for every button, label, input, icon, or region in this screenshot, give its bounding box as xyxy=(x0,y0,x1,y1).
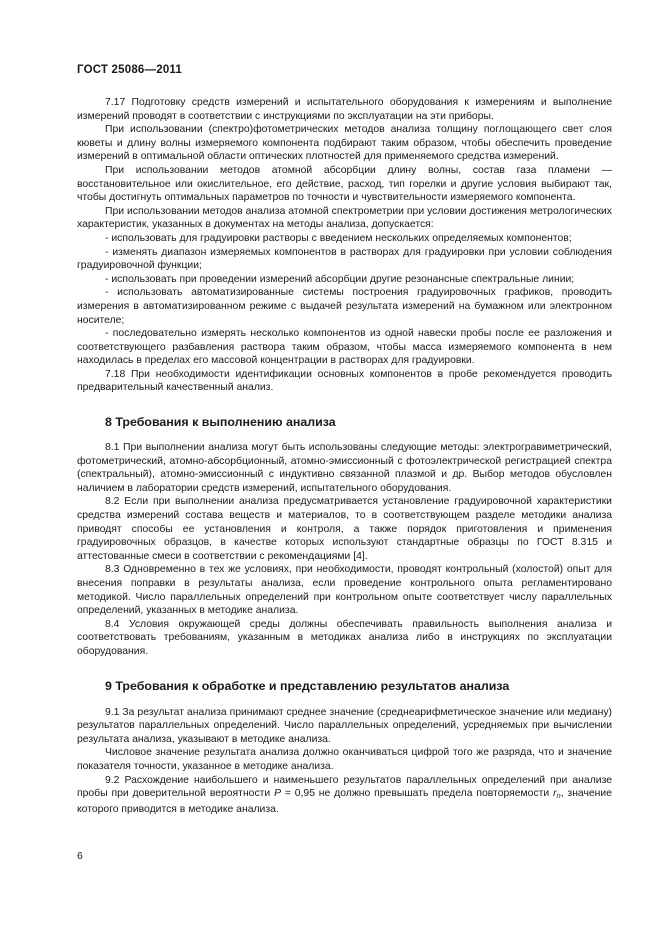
list-item: - использовать при проведении измерений абсорбции другие резонансные спектральные линии; xyxy=(105,273,575,285)
list-item: - использовать для градуировки растворы с введением нескольких определяемых компонентов; xyxy=(105,232,572,244)
page-number: 6 xyxy=(77,851,83,862)
section-9-title: 9 Требования к обработке и представлению результатов анализа xyxy=(105,678,510,693)
section-8-title: 8 Требования к выполнению анализа xyxy=(105,415,336,430)
document-body xyxy=(77,96,612,816)
list-item: - изменять диапазон измеряемых компонентов в растворах для градуировки при условии соблюдения градуировочной функции; xyxy=(77,246,612,272)
document-header: ГОСТ 25086—2011 xyxy=(77,64,182,76)
text-run: 9.2 Расхождение наибольшего и наименьшего результатов параллельных определений при анализе пробы при доверительной вероятности xyxy=(77,774,612,800)
paragraph: При использовании (спектро)фотометрических методов анализа толщину поглощающего свет слоя кюветы и длину волны измеряемого компонента подбирают таким образом, чтобы обеспечить проведение измерений в оптимальной области оптических плотностей для применяемого средства измерений. xyxy=(77,124,612,163)
paragraph-8-1: 8.1 При выполнении анализа могут быть использованы следующие методы: электрогравиметрический, фотометрический, атомно-абсорбционный, атомно-эмиссионный с фотоэлектрической регистрацией спектра (спектральный), атомно-эмиссионный с индуктивно связанной плазмой и др. Выбор методов обусловлен наличием в лаборатории средств измерений, испытательного оборудования. xyxy=(77,442,612,494)
variable-p: P xyxy=(274,788,281,800)
paragraph: При использовании методов атомной абсорбции длину волны, состав газа пламени — восстановительное или окислительное, его действие, расход, тип горелки и другие условия выбирают так, чтобы достигнуть оптимальных параметров по точности и чувствительности измеряемого компонента. xyxy=(77,164,612,204)
paragraph: При использовании методов анализа атомной спектрометрии при условии достижения метрологических характеристик, указанных в документах на методы анализа, допускается: xyxy=(77,205,612,231)
paragraph-7-18: 7.18 При необходимости идентификации основных компонентов в пробе рекомендуется проводить предварительный качественный анализ. xyxy=(77,368,612,394)
list-item: - использовать автоматизированные системы построения градуировочных графиков, проводить измерения в автоматизированном режиме с выдачей результата измерений на бумажном или электронном носителе; xyxy=(77,287,612,326)
paragraph-8-2: 8.2 Если при выполнении анализа предусматривается установление градуировочной характеристики средства измерений состава веществ и материалов, то в соответствующем разделе методики анализа приводят способы ее установления и контроля, а также порядок приготовления и применения градуировочных образцов, в качестве которых используют стандартные образцы по ГОСТ 8.315 и аттестованные смеси в соответствии с рекомендациями [4]. xyxy=(77,496,612,562)
paragraph-7-17: 7.17 Подготовку средств измерений и испытательного оборудования к измерениям и выполнение измерений проводят в соответствии с инструкциями по эксплуатации на эти приборы. xyxy=(77,97,612,122)
subscript-n: n xyxy=(556,791,561,801)
list-item: - последовательно измерять несколько компонентов из одной навески пробы после ее разложения и соответствующего разбавления раствора таким образом, чтобы масса измеряемого компонента в нем находилась в пределах его массовой концентрации в растворах для градуировки. xyxy=(77,328,612,367)
variable-r: r xyxy=(553,788,557,800)
paragraph-8-3: 8.3 Одновременно в тех же условиях, при необходимости, проводят контрольный (холостой) опыт для внесения поправки в результаты анализа, если проведение контрольного опыта регламентировано методикой. Число параллельных определений при контрольном опыте соответствует числу параллельных определений, указанных в методике анализа. xyxy=(77,564,612,617)
text-run: = 0,95 не должно превышать предела повторяемости xyxy=(281,788,554,800)
paragraph-8-4: 8.4 Условия окружающей среды должны обеспечивать правильность выполнения анализа и соответствовать требованиям, указанным в методиках анализа либо в инструкциях по эксплуатации оборудования. xyxy=(77,618,612,657)
paragraph-9-1: 9.1 За результат анализа принимают среднее значение (среднеарифметическое значение или медиану) результатов параллельных определений. Число параллельных определений, усредняемых при вычислении результата анализа, указывают в методике анализа. xyxy=(77,706,612,745)
paragraph: Числовое значение результата анализа должно оканчиваться цифрой того же разряда, что и значение показателя точности, указанное в методике анализа. xyxy=(77,747,612,772)
text-run: , значение которого приводится в методике анализа. xyxy=(77,788,612,815)
paragraph-9-2 xyxy=(77,774,612,817)
